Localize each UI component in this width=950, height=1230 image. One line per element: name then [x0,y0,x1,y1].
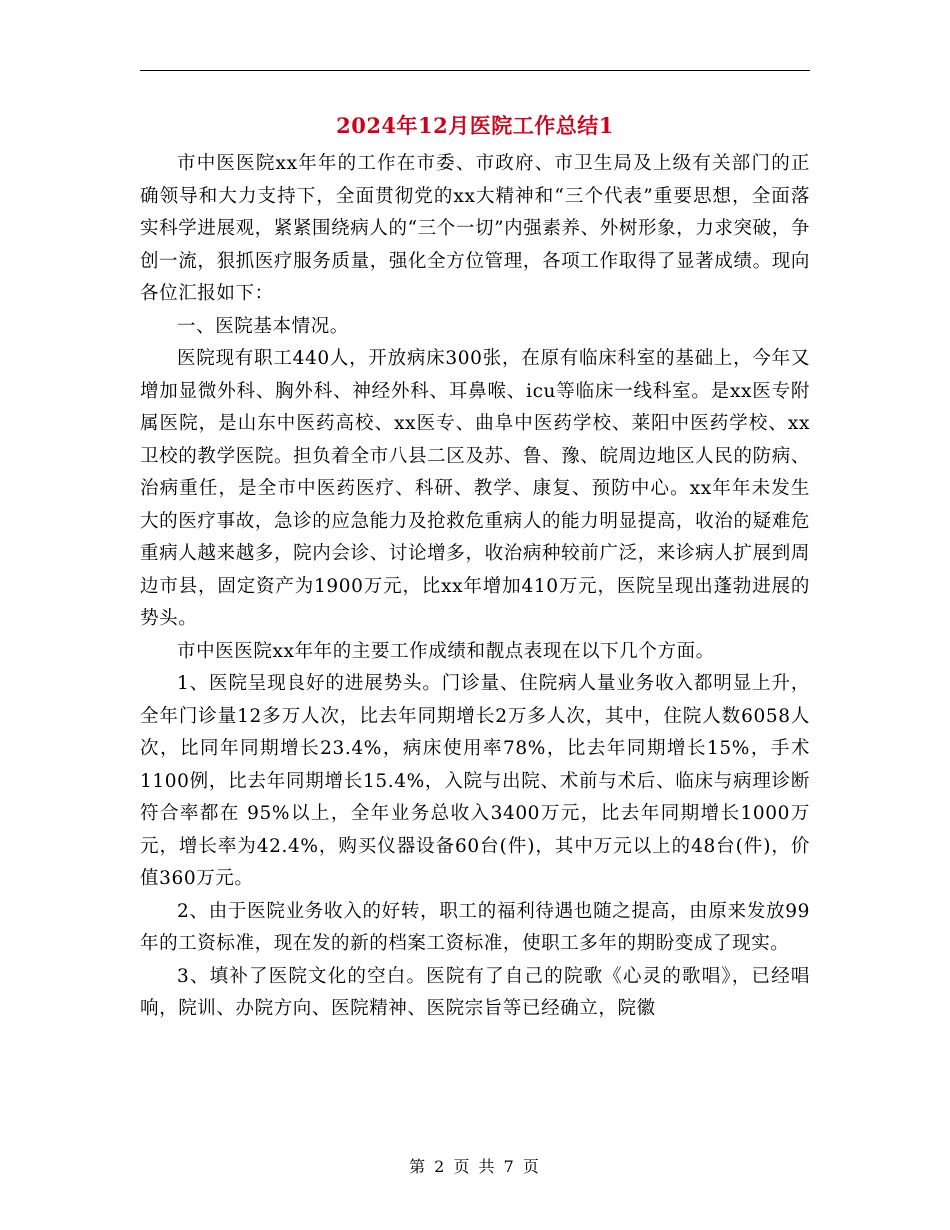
paragraph-intro: 市中医医院xx年年的工作在市委、市政府、市卫生局及上级有关部门的正确领导和大力支持下，全面贯彻党的xx大精神和“三个代表”重要思想，全面落实科学进展观，紧紧围绕病人的“三个一切”内强素养、外树形象，力求突破，争创一流，狠抓医疗服务质量，强化全方位管理，各项工作取得了显著成绩。现向各位汇报如下： [140,153,810,304]
header-rule [140,70,810,71]
paragraph-item-3: 3、填补了医院文化的空白。医院有了自己的院歌《心灵的歌唱》，已经唱响，院训、办院方向、医院精神、医院宗旨等已经确立，院徽 [140,965,810,1019]
paragraph-item-1: 1、医院呈现良好的进展势头。门诊量、住院病人量业务收入都明显上升，全年门诊量12多万人次，比去年同期增长2万多人次，其中，住院人数6058人次，比同年同期增长23.4%，病床使用率78%，比去年同期增长15%，手术1100例，比去年同期增长15.4%，入院与出院、术前与术后、临床与病理诊断符合率都在 95%以上，全年业务总收入3400万元，比去年同期增长1000万元，增长率为42.4%，购买仪器设备60台(件)，其中万元以上的48台(件)，价值360万元。 [140,673,810,889]
document-body [140,148,810,1026]
paragraph-section-heading: 一、医院基本情况。 [177,315,349,337]
document-title: 2024年12月医院工作总结1 [336,113,614,138]
page-number-footer: 第 2 页 共 7 页 [409,1157,541,1176]
paragraph-achievements-intro: 市中医医院xx年年的主要工作成绩和靓点表现在以下几个方面。 [177,640,715,662]
paragraph-hospital-overview: 医院现有职工440人，开放病床300张，在原有临床科室的基础上，今年又增加显微外科、胸外科、神经外科、耳鼻喉、icu等临床一线科室。是xx医专附属医院，是山东中医药高校、xx医专、曲阜中医药学校、莱阳中医药学校、xx卫校的教学医院。担负着全市八县二区及苏、鲁、豫、皖周边地区人民的防病、治病重任，是全市中医药医疗、科研、教学、康复、预防中心。xx年年未发生大的医疗事故，急诊的应急能力及抢救危重病人的能力明显提高，收治的疑难危重病人越来越多，院内会诊、讨论增多，收治病种较前广泛，来诊病人扩展到周边市县，固定资产为1900万元，比xx年增加410万元，医院呈现出蓬勃进展的势头。 [140,348,810,629]
paragraph-item-2: 2、由于医院业务收入的好转，职工的福利待遇也随之提高，由原来发放99年的工资标准，现在发的新的档案工资标准，使职工多年的期盼变成了现实。 [140,900,810,954]
